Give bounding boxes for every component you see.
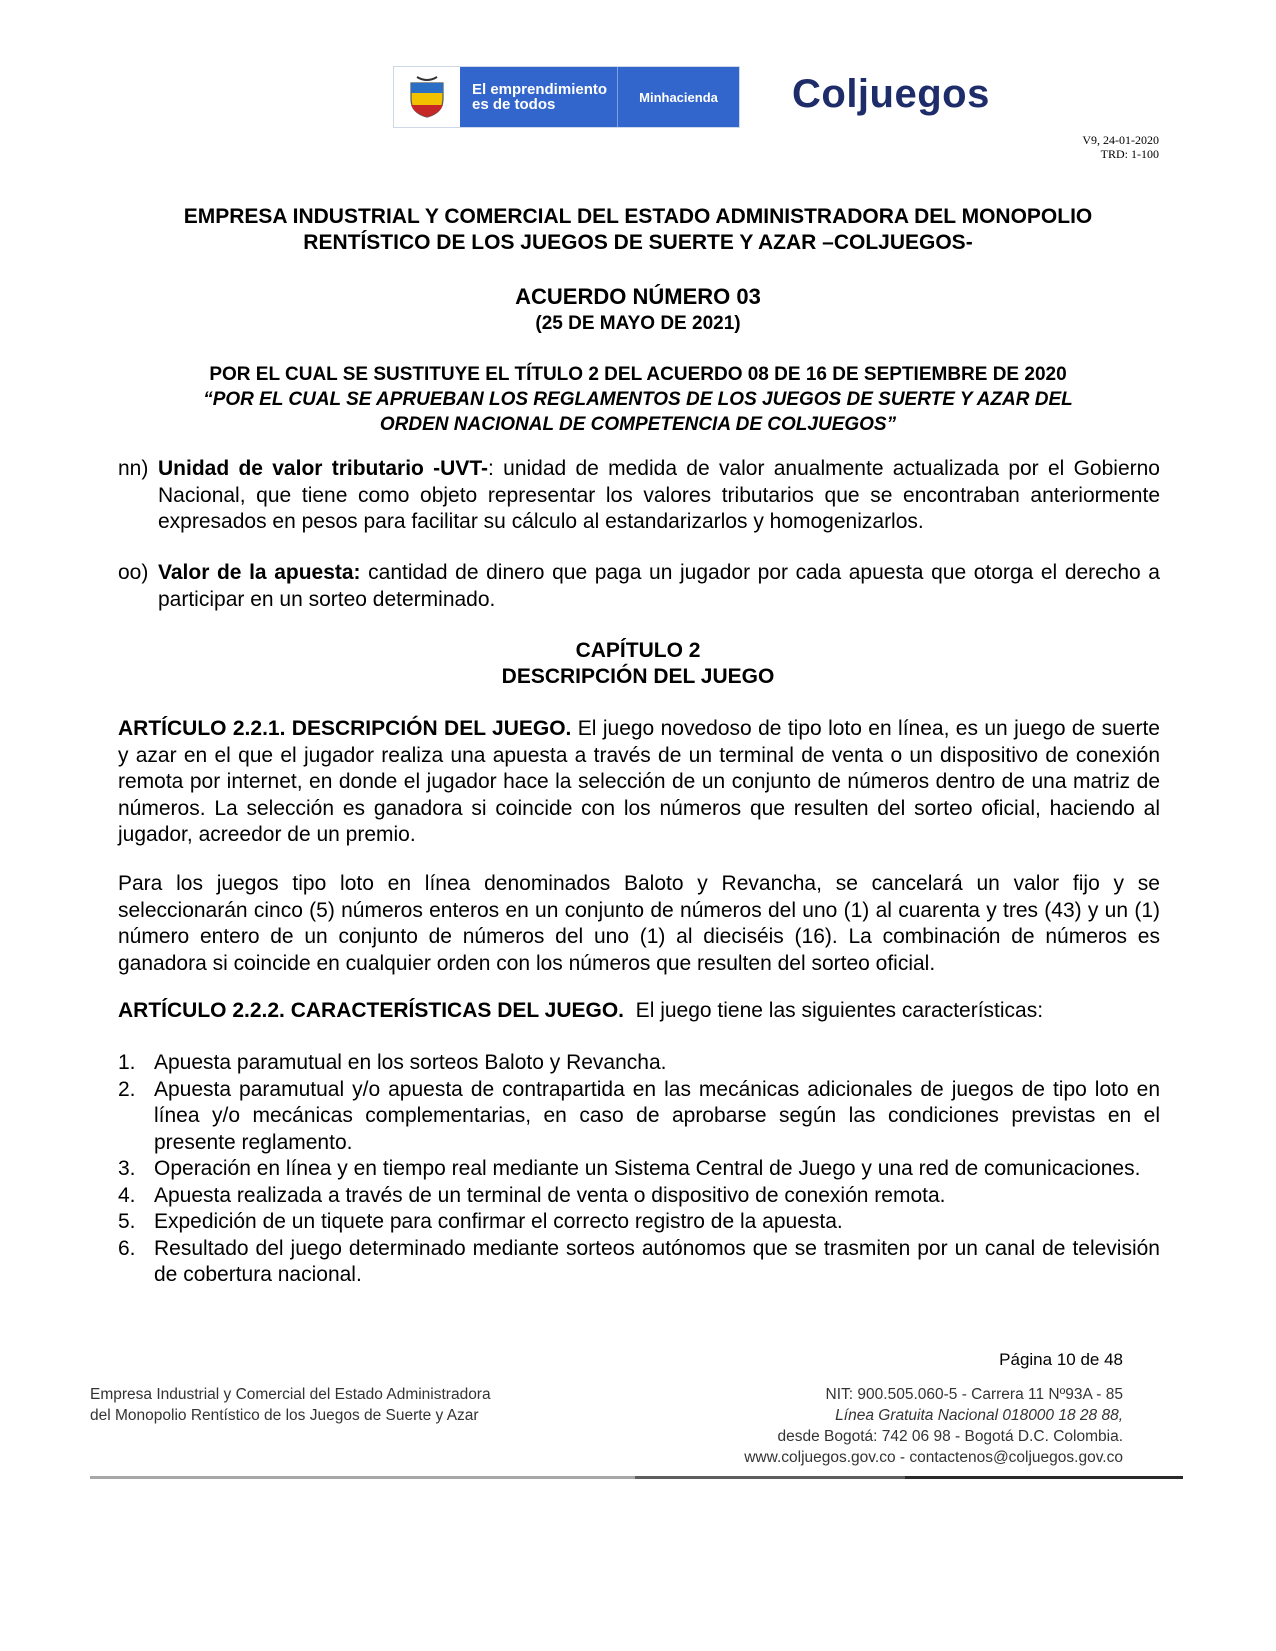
coljuegos-logo-text: Coljuegos [792, 72, 990, 116]
article-heading: ARTÍCULO 2.2.2. CARACTERÍSTICAS DEL JUEGO. [118, 999, 625, 1022]
coat-of-arms-icon [394, 67, 460, 127]
footer-rule-light [90, 1476, 635, 1479]
trd-code: TRD: 1-100 [1100, 147, 1159, 161]
definition-text: cantidad de dinero que paga un jugador por cada apuesta que otorga el derecho a participar en un sorteo determinado. [158, 561, 1160, 611]
definition-term: Unidad de valor tributario -UVT- [158, 457, 489, 480]
characteristics-list [118, 1050, 1160, 1289]
list-item [118, 1209, 1160, 1236]
item-number: 1. [118, 1051, 136, 1074]
article-2-2-1-paragraph-2: Para los juegos tipo loto en línea denominados Baloto y Revancha, se cancelará un valor fijo y se seleccionarán cinco (5) números enteros en un conjunto de números del uno (1) al cuarenta y tres (43) y un (1) número entero de un conjunto de números del uno (1) al dieciséis (16). La combinación de números es ganadora si coincide en cualquier orden con los números que resulten del sorteo oficial. [118, 872, 1160, 975]
footer-phone: Línea Gratuita Nacional 018000 18 28 88, [835, 1407, 1123, 1424]
article-text: El juego tiene las siguientes características: [624, 999, 1044, 1022]
version-date: V9, 24-01-2020 [1082, 133, 1159, 147]
list-item [118, 1050, 1160, 1077]
footer-contact [744, 1384, 1123, 1468]
footer-company-line-1: Empresa Industrial y Comercial del Estado Administradora [90, 1386, 491, 1403]
definition-term: Valor de la apuesta: [158, 561, 361, 584]
footer-nit: NIT: 900.505.060-5 - Carrera 11 Nº93A - 85 [825, 1386, 1123, 1403]
document-version [1082, 133, 1159, 161]
item-text: Apuesta paramutual en los sorteos Baloto y Revancha. [154, 1051, 667, 1074]
agreement-subject [100, 362, 1176, 437]
slogan-line-1: El emprendimiento [472, 81, 608, 98]
definition-label: oo) [118, 561, 149, 584]
article-heading: ARTÍCULO 2.2.1. DESCRIPCIÓN DEL JUEGO. [118, 717, 572, 740]
footer-company-line-2: del Monopolio Rentístico de los Juegos de Suerte y Azar [90, 1407, 479, 1424]
item-number: 4. [118, 1183, 136, 1207]
item-number: 5. [118, 1210, 136, 1233]
footer-web-email: www.coljuegos.gov.co - contactenos@coljuegos.gov.co [744, 1449, 1123, 1466]
list-item [118, 1236, 1160, 1289]
agreement-date: (25 DE MAYO DE 2021) [535, 313, 741, 334]
item-number: 6. [118, 1236, 136, 1260]
chapter-number: CAPÍTULO 2 [575, 639, 701, 662]
item-number: 3. [118, 1157, 136, 1180]
article-2-2-1 [118, 716, 1160, 849]
footer-rule-black [905, 1476, 1183, 1479]
footer-rule-dark [635, 1476, 905, 1479]
org-line-1: EMPRESA INDUSTRIAL Y COMERCIAL DEL ESTADO ADMINISTRADORA DEL MONOPOLIO [183, 205, 1093, 228]
item-text: Resultado del juego determinado mediante sorteos autónomos que se trasmiten por un canal de televisión de cobertura nacional. [154, 1236, 1160, 1286]
item-text: Apuesta paramutual y/o apuesta de contrapartida en las mecánicas adicionales de juegos de tipo loto en línea y/o mecánicas complementarias, en caso de aprobarse según las condiciones previstas en el presente reglamento. [154, 1077, 1160, 1154]
slogan-panel [460, 67, 617, 127]
organization-title [100, 204, 1176, 256]
definition-nn [118, 456, 1160, 536]
ministry-panel [617, 67, 739, 127]
subject-line-3: ORDEN NACIONAL DE COMPETENCIA DE COLJUEGOS” [379, 414, 897, 435]
item-text: Expedición de un tiquete para confirmar el correcto registro de la apuesta. [154, 1210, 843, 1233]
list-item [118, 1156, 1160, 1183]
item-text: Apuesta realizada a través de un terminal de venta o dispositivo de conexión remota. [154, 1183, 946, 1207]
list-item [118, 1183, 1160, 1210]
item-number: 2. [118, 1077, 136, 1101]
article-2-2-2 [118, 998, 1160, 1025]
government-logo [393, 66, 740, 128]
agreement-number: ACUERDO NÚMERO 03 [515, 284, 761, 309]
article-text: El juego novedoso de tipo loto en línea, es un juego de suerte y azar en el que el jugador realiza una apuesta a través de un terminal de venta o un dispositivo de conexión remota por internet, en donde el jugador hace la selección de un conjunto de números dentro de una matriz de números. La selección es ganadora si coincide con los números que resulten del sorteo oficial, haciendo al jugador, acreedor de un premio. [118, 717, 1160, 846]
subject-line-1: POR EL CUAL SE SUSTITUYE EL TÍTULO 2 DEL ACUERDO 08 DE 16 DE SEPTIEMBRE DE 2020 [209, 364, 1067, 385]
subject-line-2: “POR EL CUAL SE APRUEBAN LOS REGLAMENTOS DE LOS JUEGOS DE SUERTE Y AZAR DEL [203, 389, 1073, 410]
ministry-label: Minhacienda [639, 89, 718, 105]
item-text: Operación en línea y en tiempo real mediante un Sistema Central de Juego y una red de comunicaciones. [154, 1157, 1141, 1180]
definition-text: : unidad de medida de valor anualmente actualizada por el Gobierno Nacional, que tiene como objeto representar los valores tributarios que se encontraban anteriormente expresados en pesos para facilitar su cálculo al estandarizarlos y homogenizarlos. [158, 457, 1160, 533]
coljuegos-logo [792, 72, 990, 117]
org-line-2: RENTÍSTICO DE LOS JUEGOS DE SUERTE Y AZAR –COLJUEGOS- [303, 231, 973, 254]
slogan-line-2: es de todos [472, 96, 556, 113]
definition-oo [118, 560, 1160, 613]
page-number: Página 10 de 48 [999, 1350, 1123, 1369]
chapter-heading [100, 638, 1176, 690]
footer-bogota-phone: desde Bogotá: 742 06 98 - Bogotá D.C. Colombia. [777, 1428, 1123, 1445]
list-item [118, 1077, 1160, 1157]
definition-label: nn) [118, 457, 149, 480]
chapter-name: DESCRIPCIÓN DEL JUEGO [501, 665, 775, 688]
footer-company [90, 1384, 491, 1426]
